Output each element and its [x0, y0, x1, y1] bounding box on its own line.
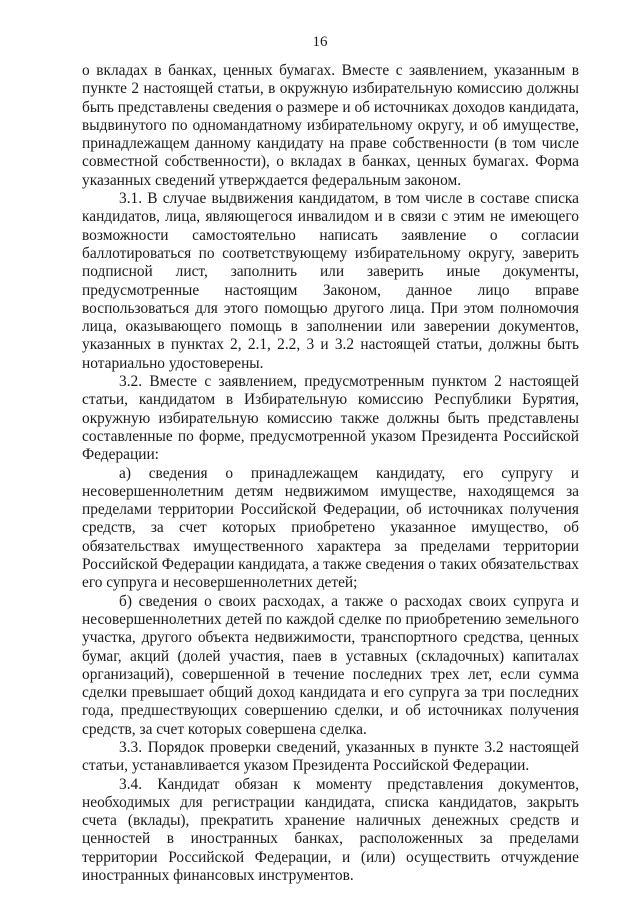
paragraph-3-4: 3.4. Кандидат обязан к моменту представления документов, необходимых для регистрации кандидата, списка кандидатов, закрыть счета (вклады), прекратить хранение наличных денежных средств и ценностей в иностранных банках, расположенных за пределами территории Российской Федерации, и (или) осуществить отчуждение иностранных финансовых инструментов.: [82, 775, 579, 885]
paragraph-deposits-continuation: о вкладах в банках, ценных бумагах. Вместе с заявлением, указанным в пункте 2 настоящей статьи, в окружную избирательную комиссию должны быть представлены сведения о размере и об источниках доходов кандидата, выдвинутого по одномандатному избирательному округу, и об имуществе, принадлежащем данному кандидату на праве собственности (в том числе совместной собственности), о вкладах в банках, ценных бумагах. Форма указанных сведений утверждается федеральным законом.: [82, 62, 579, 189]
paragraph-3-2-a: а) сведения о принадлежащем кандидату, его супругу и несовершеннолетним детям недвижимом имуществе, находящемся за пределами территории Российской Федерации, об источниках получения средств, за счет которых приобретено указанное имущество, об обязательствах имущественного характера за пределами территории Российской Федерации кандидата, а также сведения о таких обязательствах его супруга и несовершеннолетних детей;: [82, 464, 579, 592]
paragraph-3-3: 3.3. Порядок проверки сведений, указанных в пункте 3.2 настоящей статьи, устанавливается указом Президента Российской Федерации.: [82, 738, 579, 775]
paragraph-3-2: 3.2. Вместе с заявлением, предусмотренным пунктом 2 настоящей статьи, кандидатом в Избирательную комиссию Республики Бурятия, окружную избирательную комиссию также должны быть представлены составленные по форме, предусмотренной указом Президента Российской Федерации:: [82, 373, 579, 464]
paragraph-3-1: 3.1. В случае выдвижения кандидатом, в том числе в составе списка кандидатов, лица, являющегося инвалидом и в связи с этим не имеющего возможности самостоятельно написать заявление о согласии баллотироваться по соответствующему избирательному округу, заверить подписной лист, заполнить или заверить иные документы, предусмотренные настоящим Законом, данное лицо вправе воспользоваться для этого помощью другого лица. При этом полномочия лица, оказывающего помощь в заполнении или заверении документов, указанных в пунктах 2, 2.1, 2.2, 3 и 3.2 настоящей статьи, должны быть нотариально удостоверены.: [82, 190, 579, 372]
paragraph-3-2-b: б) сведения о своих расходах, а также о расходах своих супруга и несовершеннолетних детей по каждой сделке по приобретению земельного участка, другого объекта недвижимости, транспортного средства, ценных бумаг, акций (долей участия, паев в уставных (складочных) капиталах организаций), совершенной в течение последних трех лет, если сумма сделки превышает общий доход кандидата и его супруга за три последних года, предшествующих совершению сделки, и об источниках получения средств, за счет которых совершена сделка.: [82, 592, 579, 738]
document-body: [82, 62, 579, 885]
page-number: 16: [312, 34, 328, 50]
